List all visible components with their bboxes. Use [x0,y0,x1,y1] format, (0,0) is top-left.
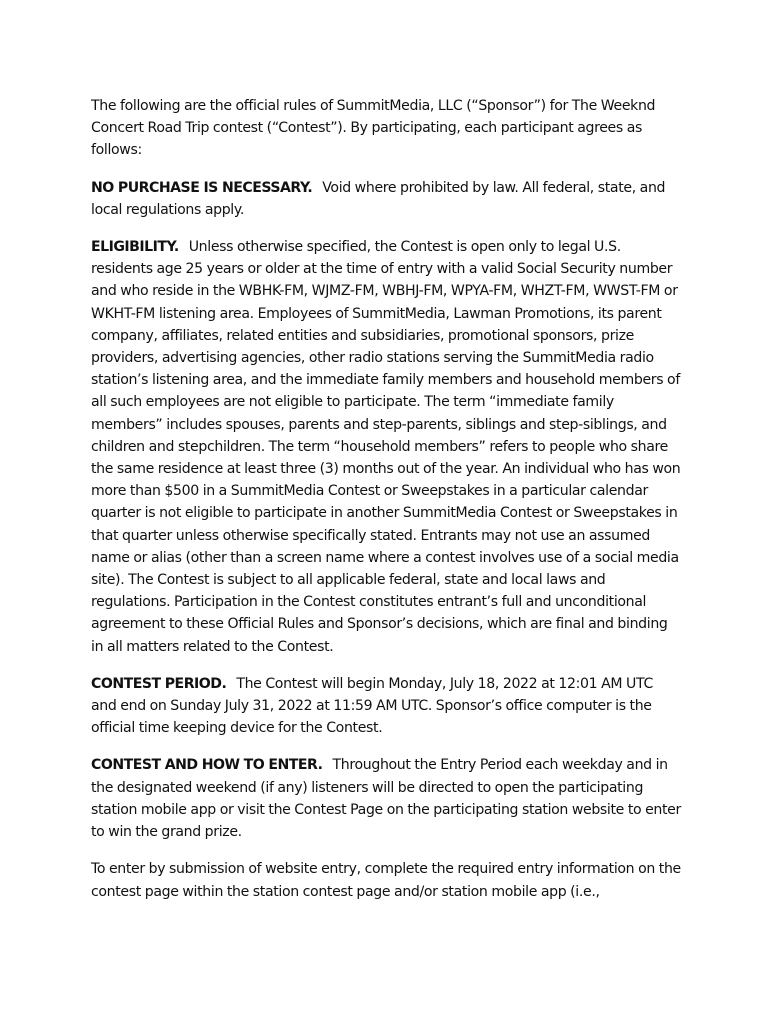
section-text: Throughout the Entry Period each weekday and in the designated weekend (if any) listeners will be directed to open the participating station mobile app or visit the Contest Page on the participating station website to enter to win the grand prize. [91,757,681,841]
rules-body [91,95,681,918]
eligibility-section [91,236,681,658]
section-heading: CONTEST AND HOW TO ENTER. [91,757,323,774]
section-heading: ELIGIBILITY. [91,239,179,256]
closing-paragraph: To enter by submission of website entry, complete the required entry information on the contest page within the station contest page and/or station mobile app (i.e., [91,861,681,900]
section-heading: CONTEST PERIOD. [91,675,227,692]
how-to-enter-section [91,754,681,843]
section-text: Void where prohibited by law. All federal, state, and local regulations apply. [91,179,666,218]
section-heading: NO PURCHASE IS NECESSARY. [91,179,313,196]
contest-period-section [91,673,681,740]
section-text: Unless otherwise specified, the Contest is open only to legal U.S. residents age 25 years or older at the time of entry with a valid Social Security number and who reside in the WBHK-FM, WJMZ-FM, WBHJ-FM, WPYA-FM, WHZT-FM, WWST-FM or WKHT-FM listening area. Employees of SummitMedia, Lawman Promotions, its parent company, affiliates, related entities and subsidiaries, promotional sponsors, prize providers, advertising agencies, other radio stations serving the SummitMedia radio station’s listening area, and the immediate family members and household members of all such employees are not eligible to participate. The term “immediate family members” includes spouses, parents and step-parents, siblings and step-siblings, and children and stepchildren. The term “household members” refers to people who share the same residence at least three (3) months out of the year. An individual who has won more than $500 in a SummitMedia Contest or Sweepstakes in a particular calendar quarter is not eligible to participate in another SummitMedia Contest or Sweepstakes in that quarter unless otherwise specifically stated. Entrants may not use an assumed name or alias (other than a screen name where a contest involves use of a social media site). The Contest is subject to all applicable federal, state and local laws and regulations. Participation in the Contest constitutes entrant’s full and unconditional agreement to these Official Rules and Sponsor’s decisions, which are final and binding in all matters related to the Contest. [91,239,681,655]
intro-paragraph: The following are the official rules of SummitMedia, LLC (“Sponsor”) for The Weeknd Concert Road Trip contest (“Contest”). By participating, each participant agrees as follows: [91,98,656,159]
section-text: The Contest will begin Monday, July 18, 2022 at 12:01 AM UTC and end on Sunday July 31, 2022 at 11:59 AM UTC. Sponsor’s office computer is the official time keeping device for the Contest. [91,675,653,737]
no-purchase-section [91,177,681,221]
